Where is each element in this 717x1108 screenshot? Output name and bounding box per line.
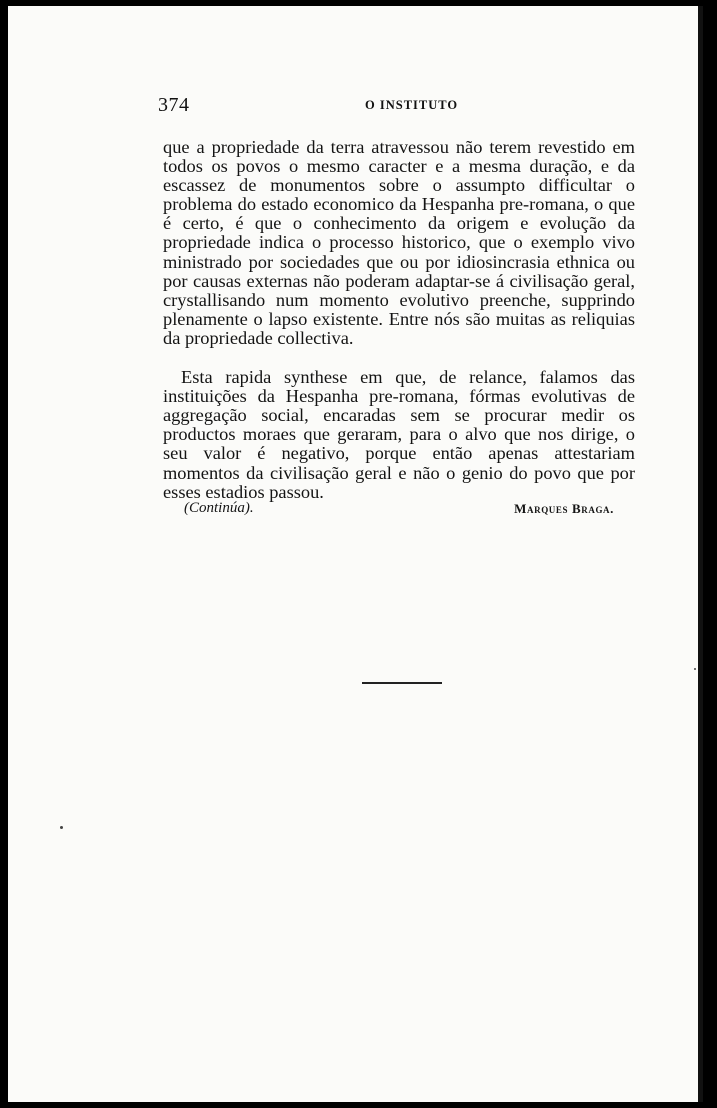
running-title: O INSTITUTO — [365, 98, 459, 112]
author-name: Marques Braga. — [514, 501, 614, 516]
print-speck — [694, 668, 696, 670]
body-text — [163, 138, 635, 502]
section-end-rule — [362, 682, 442, 684]
print-speck — [60, 826, 63, 829]
paragraph-2: Esta rapida synthese em que, de relance, falamos das instituições da Hespanha pre-romana, fórmas evolutivas de aggregação social, encaradas sem se procurar medir os productos moraes que geraram, para o alvo que nos dirige, o seu valor é negativo, porque então apenas attestariam momentos da civilisação geral e não o genio do povo que por esses estadios passou. — [163, 367, 635, 502]
page-header — [158, 94, 488, 118]
continuation-note: (Continúa). — [184, 500, 254, 516]
page-number: 374 — [158, 94, 190, 116]
book-page — [8, 6, 703, 1102]
paragraph-1: que a propriedade da terra atravessou não terem revestido em todos os povos o mesmo caracter e a mesma duração, e da escassez de monumentos sobre o assumpto difficultar o problema do estado economico da Hespanha pre-romana, o que é certo, é que o conhecimento da origem e evolução da propriedade indica o processo historico, que o exemplo vivo ministrado por sociedades que ou por idiosincrasia ethnica ou por causas externas não poderam adaptar-se á civilisação geral, crystallisando num momento evolutivo preenche, supprindo plenamente o lapso existente. Entre nós são muitas as reliquias da propriedade collectiva. — [163, 137, 635, 348]
article-signoff — [184, 500, 614, 522]
